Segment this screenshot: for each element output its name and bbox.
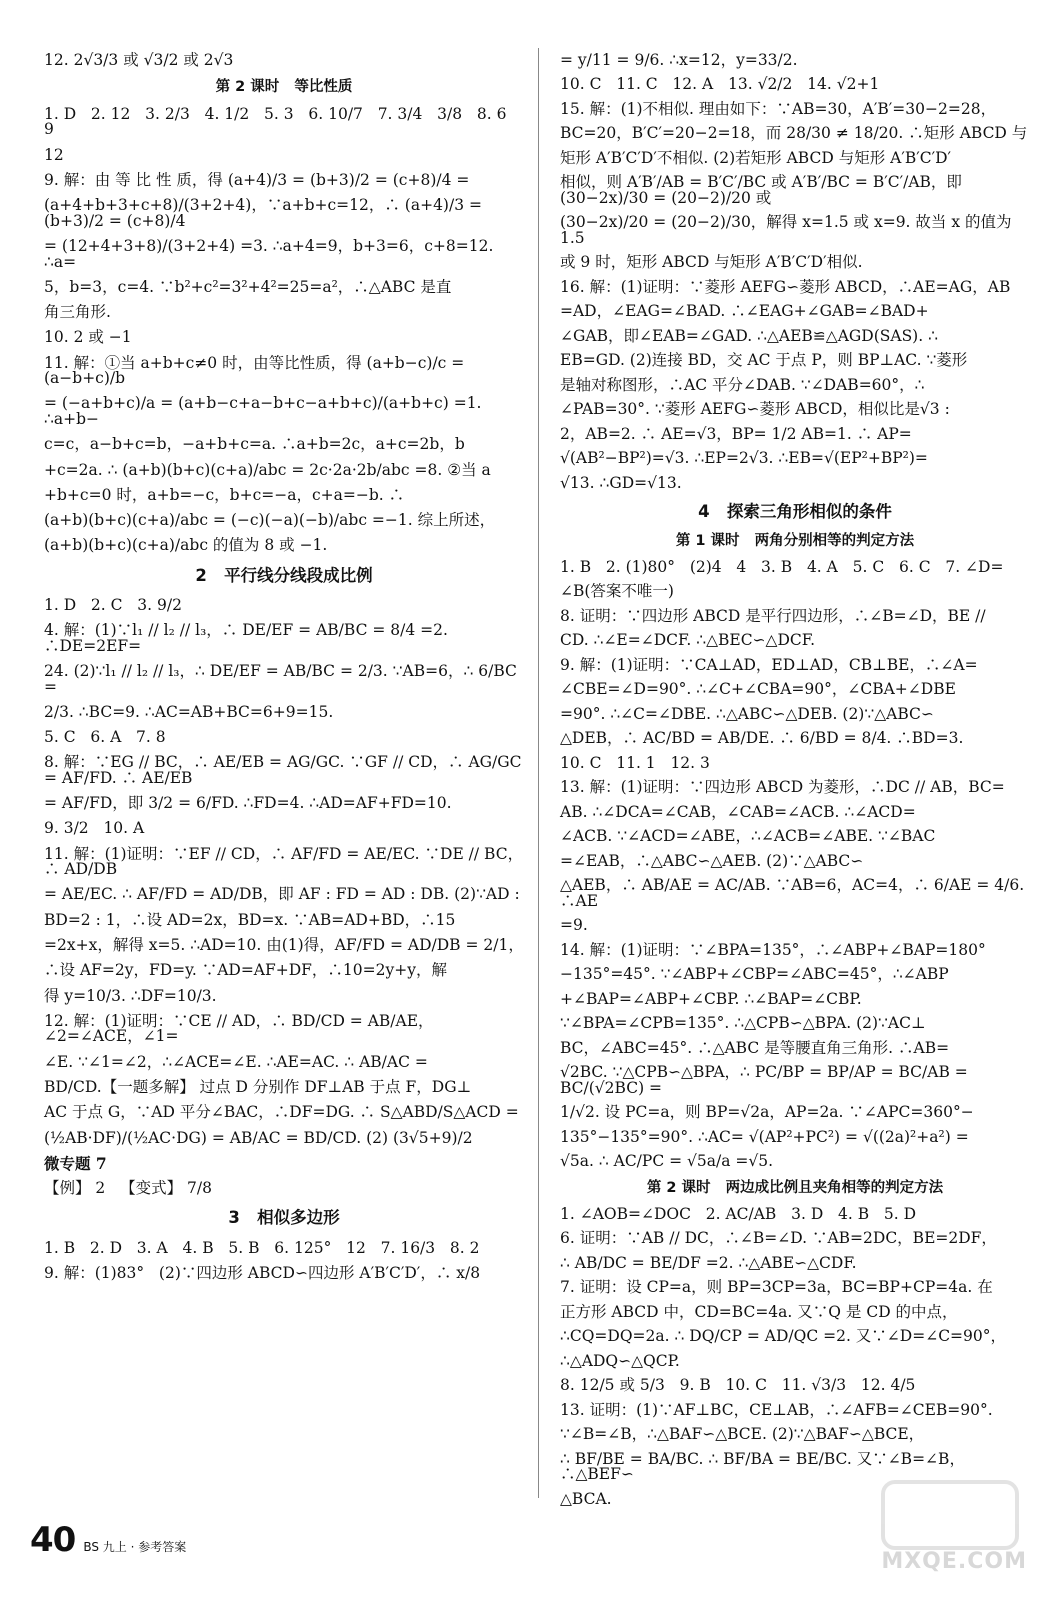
answer-line: √(AB²−BP²)=√3. ∴EP=2√3. ∴EB=√(EP²+BP²)= [560,449,928,467]
answer-line: 6. 证明：∵AB // DC，∴∠B=∠D. ∵AB=2DC，BE=2DF， [560,1229,997,1247]
answer-line: 10. C 11. 1 12. 3 [560,753,710,772]
answer-line: = (−a+b+c)/a = (a+b−c+a−b+c−a+b+c)/(a+b+c) =1. ∴a+b− [44,394,487,428]
answer-line: c=c，a−b+c=b，−a+b+c=a. ∴a+b=2c，a+c=2b，b [44,435,465,454]
watermark-icon [881,1480,1019,1550]
answer-line: EB=GD. (2)连接 BD，交 AC 于点 P，则 BP⊥AC. ∵菱形 [560,351,968,369]
answer-line: CD. ∴∠E=∠DCF. ∴△BEC∽△DCF. [560,631,816,649]
answer-line: +b+c=0 时，a+b=−c，b+c=−a，c+a=−b. ∴ [44,485,405,504]
answer-line: √2BC. ∵△CPB∽△BPA，∴ PC/BP = BP/AP = BC/AB = BC/(√2BC) = [560,1063,973,1097]
answer-line: 微专题 7 [44,1153,107,1173]
answer-line: AB. ∴∠DCA=∠CAB，∠CAB=∠ACB. ∴∠ACD= [560,802,916,821]
lesson-heading: 第 2 课时 等比性质 [215,79,353,96]
answer-line: ∠CBE=∠D=90°. ∴∠C+∠CBA=90°，∠CBA+∠DBE [560,680,956,698]
answer-line: BC=20，B′C′=20−2=18，而 28/30 ≠ 18/20. ∴矩形 ABCD 与 [560,124,1028,142]
answer-line: (a+b)(b+c)(c+a)/abc = (−c)(−a)(−b)/abc =−1. 综上所述， [44,511,496,530]
answer-line: 11. 解：(1)证明：∵EF // CD，∴ AF/FD = AE/EC. ∵DE // BC，∴ AD/DB [44,844,524,879]
answer-line: = y/11 = 9/6. ∴x=12，y=33/2. [560,50,798,69]
answer-line: 8. 12/5 或 5/3 9. B 10. C 11. √3/3 12. 4/5 [560,1376,916,1394]
answer-line: △BCA. [560,1489,612,1508]
answer-line: =90°. ∴∠C=∠DBE. ∴△ABC∽△DEB. (2)∵△ABC∽ [560,704,934,723]
answer-line: 10. 2 或 −1 [44,328,132,347]
answer-line: 7. 证明：设 CP=a，则 BP=3CP=3a，BC=BP+CP=4a. 在 [560,1278,993,1296]
answer-line: △DEB，∴ AC/BD = AB/DE. ∴ 6/BD = 8/4. ∴BD=3. [560,729,964,747]
answer-line: 135°−135°=90°. ∴AC= √(AP²+PC²) = √((2a)²+a²) = [560,1127,969,1146]
answer-line: 2/3. ∴BC=9. ∴AC=AB+BC=6+9=15. [44,702,334,721]
answer-line: 角三角形. [44,303,111,322]
answer-line: = AF/FD，即 3/2 = 6/FD. ∴FD=4. ∴AD=AF+FD=10. [44,794,452,813]
answer-line: 1. D 2. 12 3. 2/3 4. 1/2 5. 3 6. 10/7 7. 3/4 3/8 8. 6 9 [44,104,522,139]
answer-line: (30−2x)/20 = (20−2)/30，解得 x=1.5 或 x=9. 故当 x 的值为 1.5 [560,213,1017,247]
answer-line: 12 [44,145,64,164]
section-heading: 2 平行线分线段成比例 [195,565,373,585]
answer-line: 13. 证明：(1)∵AF⊥BC，CE⊥AB，∴∠AFB=∠CEB=90°. [560,1400,993,1419]
answer-line: 9. 解：(1)证明：∵CA⊥AD，ED⊥AD，CB⊥BE，∴∠A= [560,655,978,674]
answer-line: ∠ACB. ∵∠ACD=∠ABE，∴∠ACB=∠ABE. ∵∠BAC [560,827,936,845]
answer-line: 8. 解：∵EG // BC，∴ AE/EB = AG/GC. ∵GF // CD，∴ AG/GC = AF/FD. ∴ AE/EB [44,753,527,787]
answer-line: 2，AB=2. ∴ AE=√3，BP= 1/2 AB=1. ∴ AP= [560,424,912,443]
answer-line: 5. C 6. A 7. 8 [44,728,166,747]
section-heading: 3 相似多边形 [228,1208,340,1228]
answer-line: =2x+x，解得 x=5. ∴AD=10. 由(1)得，AF/FD = AD/DB = 2/1， [44,936,524,955]
answer-line: 相似，则 A′B′/AB = B′C′/BC 或 A′B′/BC = B′C′/AB，即 (30−2x)/30 = (20−2)/20 或 [560,173,967,207]
answer-line: 1/√2. 设 PC=a，则 BP=√2a，AP=2a. ∵∠APC=360°− [560,1103,974,1121]
answer-line: 13. 解：(1)证明：∵四边形 ABCD 为菱形，∴DC // AB，BC= [560,778,1005,796]
answer-line: (a+4+b+3+c+8)/(3+2+4)，∵a+b+c=12，∴ (a+4)/3 = (b+3)/2 = (c+8)/4 [44,196,487,230]
answer-line: +∠BAP=∠ABP+∠CBP. ∴∠BAP=∠CBP. [560,989,862,1008]
answer-line: 16. 解：(1)证明：∵菱形 AEFG∽菱形 ABCD，∴AE=AG，AB [560,277,1011,296]
answer-line: 8. 证明：∵四边形 ABCD 是平行四边形，∴∠B=∠D，BE // [560,606,986,625]
answer-line: =∠EAB，∴△ABC∽△AEB. (2)∵△ABC∽ [560,851,864,870]
answer-line: ∵∠B=∠B，∴△BAF∽△BCE. (2)∵△BAF∽△BCE， [560,1425,925,1443]
watermark-text: MXQE.COM [881,1549,1027,1574]
answer-line: △AEB，∴ AB/AE = AC/AB. ∵AB=6，AC=4，∴ 6/AE = 4/6. ∴AE [560,876,1030,910]
answer-line: 是轴对称图形，∴AC 平分∠DAB. ∵∠DAB=60°，∴ [560,375,925,394]
answer-line: ∵∠BPA=∠CPB=135°. ∴△CPB∽△BPA. (2)∵AC⊥ [560,1014,926,1032]
column-divider [538,48,539,1498]
answer-line: 24. (2)∵l₁ // l₂ // l₃，∴ DE/EF = AB/BC = 2/3. ∵AB=6，∴ 6/BC = [44,662,522,696]
answer-line: −135°=45°. ∵∠ABP+∠CBP=∠ABC=45°，∴∠ABP [560,965,949,983]
answer-line: AC 于点 G，∵AD 平分∠BAC，∴DF=DG. ∴ S△ABD/S△ACD = [44,1103,519,1122]
answer-line: 1. D 2. C 3. 9/2 [44,595,182,614]
answer-line: 矩形 A′B′C′D′不相似. (2)若矩形 ABCD 与矩形 A′B′C′D′ [560,148,952,167]
answer-line: 4. 解：(1)∵l₁ // l₂ // l₃，∴ DE/EF = AB/BC = 8/4 =2. ∴DE=2EF= [44,621,453,655]
answer-line: (a+b)(b+c)(c+a)/abc 的值为 8 或 −1. [44,536,328,555]
answer-line: 正方形 ABCD 中，CD=BC=4a. 又∵Q 是 CD 的中点， [560,1302,958,1321]
answer-line: ∠PAB=30°. ∵菱形 AEFG∽菱形 ABCD，相似比是√3 : [560,400,950,418]
right-column [560,48,1030,1512]
answer-line: 或 9 时，矩形 ABCD 与矩形 A′B′C′D′相似. [560,253,863,271]
answer-line: √13. ∴GD=√13. [560,473,682,492]
answer-line: = (12+4+3+8)/(3+2+4) =3. ∴a+4=9，b+3=6，c+8=12. ∴a= [44,237,499,271]
answer-line: 1. B 2. D 3. A 4. B 5. B 6. 125° 12 7. 16/3 8. 2 [44,1238,480,1257]
lesson-heading: 第 2 课时 两边成比例且夹角相等的判定方法 [646,1179,944,1196]
answer-line: BC，∠ABC=45°. ∴△ABC 是等腰直角三角形. ∴AB= [560,1038,950,1057]
page-footer [30,1520,186,1560]
footer-note: BS 九上 · 参考答案 [83,1540,187,1554]
answer-line: ∠E. ∵∠1=∠2，∴∠ACE=∠E. ∴AE=AC. ∴ AB/AC = [44,1052,428,1071]
answer-line: 12. 2√3/3 或 √3/2 或 2√3 [44,50,234,69]
answer-line: 1. B 2. (1)80° (2)4 4 3. B 4. A 5. C 6. C 7. ∠D= [560,557,1004,576]
answer-line: =9. [560,916,588,934]
answer-line: 12. 解：(1)证明：∵CE // AD，∴ BD/CD = AB/AE，∠2=∠ACE，∠1= [44,1011,434,1046]
answer-line: BD/CD.【一题多解】 过点 D 分别作 DF⊥AB 于点 F，DG⊥ [44,1077,472,1096]
answer-line: ∴ AB/DC = BE/DF =2. ∴△ABE∽△CDF. [560,1253,857,1272]
answer-line: 9. 解：由 等 比 性 质，得 (a+4)/3 = (b+3)/2 = (c+8)/4 = [44,171,470,190]
answer-line: 11. 解：①当 a+b+c≠0 时，由等比性质，得 (a+b−c)/c = (a−b+c)/b [44,353,470,388]
lesson-heading: 第 1 课时 两角分别相等的判定方法 [675,532,915,549]
answer-line: +c=2a. ∴ (a+b)(b+c)(c+a)/abc = 2c·2a·2b/abc =8. ②当 a [44,460,491,479]
answer-line: 9. 解：(1)83° (2)∵四边形 ABCD∽四边形 A′B′C′D′，∴ x/8 [44,1263,481,1282]
answer-line: =AD，∠EAG=∠BAD. ∴∠EAG+∠GAB=∠BAD+ [560,302,929,320]
answer-line: 9. 3/2 10. A [44,819,145,838]
section-heading: 4 探索三角形相似的条件 [698,502,892,521]
page-number: 40 [30,1520,76,1560]
answer-line: 1. ∠AOB=∠DOC 2. AC/AB 3. D 4. B 5. D [560,1204,917,1223]
answer-line: ∠B(答案不唯一) [560,582,674,600]
answer-line: (½AB·DF)/(½AC·DG) = AB/AC = BD/CD. (2) (3√5+9)/2 [44,1128,473,1147]
answer-line: 14. 解：(1)证明：∵∠BPA=135°，∴∠ABP+∠BAP=180° [560,940,986,959]
answer-line: ∴CQ=DQ=2a. ∴ DQ/CP = AD/QC =2. 又∵∠D=∠C=90°， [560,1327,1007,1345]
answer-line: 10. C 11. C 12. A 13. √2/2 14. √2+1 [560,75,880,93]
answer-line: BD=2 : 1，∴设 AD=2x，BD=x. ∵AB=AD+BD，∴15 [44,910,456,929]
answer-line: √5a. ∴ AC/PC = √5a/a =√5. [560,1152,774,1170]
left-column [44,48,527,1286]
answer-line: 15. 解：(1)不相似. 理由如下：∵AB=30，A′B′=30−2=28， [560,99,997,118]
answer-line: 【例】 2 【变式】 7/8 [44,1179,212,1198]
answer-line: 得 y=10/3. ∴DF=10/3. [44,986,217,1005]
answer-line: = AE/EC. ∴ AF/FD = AD/DB，即 AF : FD = AD : DB. (2)∵AD : [44,885,520,904]
answer-line: ∴ BF/BE = BA/BC. ∴ BF/BA = BE/BC. 又∵∠B=∠B，∴△BEF∽ [560,1449,965,1483]
answer-line: 5，b=3，c=4. ∵b²+c²=3²+4²=25=a²，∴△ABC 是直 [44,277,452,296]
watermark-logo [877,1480,1027,1580]
answer-line: ∠GAB，即∠EAB=∠GAD. ∴△AEB≌△AGD(SAS). ∴ [560,326,938,345]
answer-line: ∴△ADQ∽△QCP. [560,1351,680,1370]
answer-line: ∴设 AF=2y，FD=y. ∵AD=AF+DF，∴10=2y+y，解 [44,961,448,980]
